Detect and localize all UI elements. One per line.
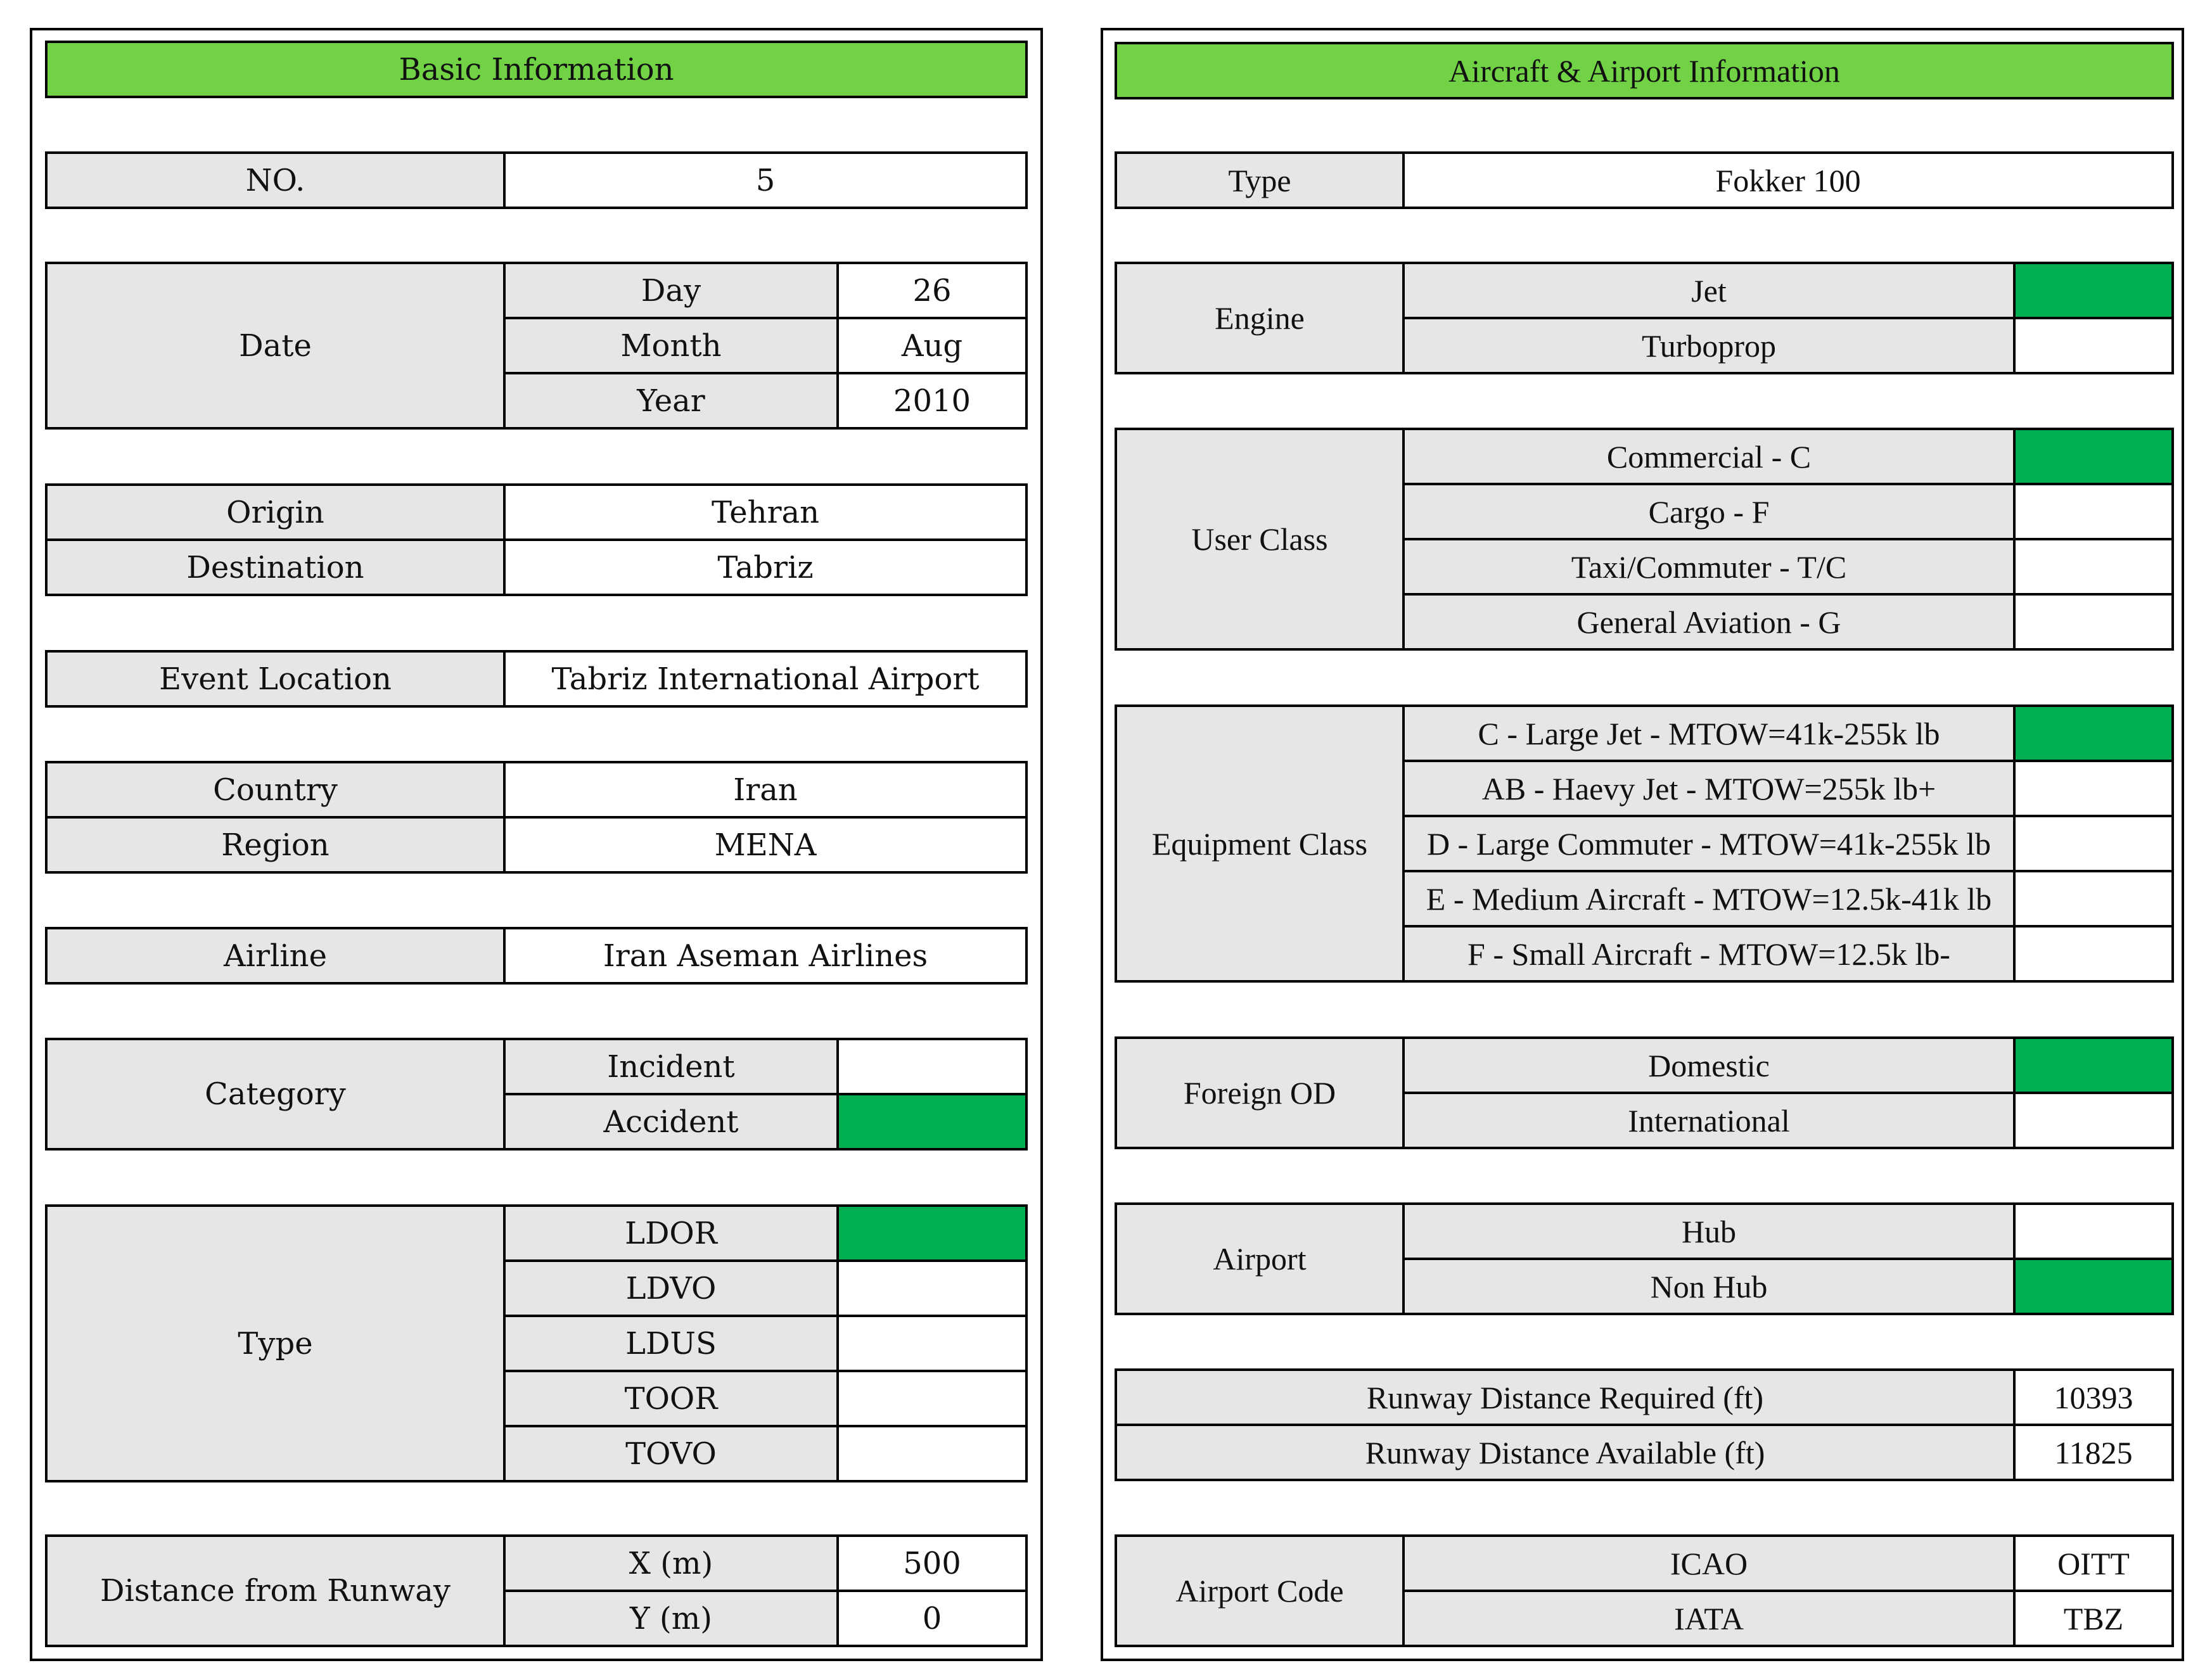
event-location-value: Tabriz International Airport [504,651,1026,706]
type-option-label: LDUS [504,1316,838,1371]
country-value: Iran [504,762,1026,817]
airport-code-label: Airport Code [1116,1536,1403,1646]
user-class-option-label: Taxi/Commuter - T/C [1403,539,2014,594]
distance-table [45,1534,1028,1647]
day-label: Day [504,263,838,318]
airline-table [45,927,1028,985]
runway-distance-table [1115,1368,2174,1481]
icao-label: ICAO [1403,1536,2014,1591]
type-label: Type [46,1206,504,1481]
airline-label: Airline [46,928,504,983]
year-label: Year [504,373,838,428]
y-value: 0 [838,1591,1026,1646]
icao-value: OITT [2014,1536,2173,1591]
category-table [45,1038,1028,1151]
equipment-class-option-label: F - Small Aircraft - MTOW=12.5k lb- [1403,926,2014,981]
user-class-label: User Class [1116,429,1403,649]
x-value: 500 [838,1536,1026,1591]
foreign-od-table [1115,1036,2174,1149]
equipment-class-option-label: C - Large Jet - MTOW=41k-255k lb [1403,706,2014,761]
basic-info-header [45,41,1028,98]
event-location-table [45,650,1028,708]
basic-info-title: Basic Information [46,42,1026,97]
airline-value: Iran Aseman Airlines [504,928,1026,983]
category-label: Category [46,1039,504,1149]
type-option-label: TOOR [504,1371,838,1426]
aircraft-type-value: Fokker 100 [1403,153,2173,208]
user-class-option-label: General Aviation - G [1403,594,2014,649]
user-class-option-label: Commercial - C [1403,429,2014,484]
type-option-box [838,1316,1026,1371]
event-location-label: Event Location [46,651,504,706]
type-option-label: LDOR [504,1206,838,1261]
engine-table [1115,262,2174,374]
airport-table [1115,1202,2174,1315]
origin-label: Origin [46,485,504,540]
aircraft-type-table [1115,151,2174,209]
airport-option-label: Non Hub [1403,1259,2014,1314]
airport-code-table [1115,1534,2174,1647]
foreign-od-option-label: International [1403,1093,2014,1148]
equipment-class-label: Equipment Class [1116,706,1403,981]
month-value: Aug [838,318,1026,373]
type-option-box-selected [838,1206,1026,1261]
aircraft-info-header [1115,42,2174,99]
date-label: Date [46,263,504,428]
equipment-class-option-box [2014,761,2173,816]
type-option-label: TOVO [504,1426,838,1481]
user-class-option-box [2014,539,2173,594]
airport-option-label: Hub [1403,1204,2014,1259]
airport-option-box-selected [2014,1259,2173,1314]
country-table [45,761,1028,874]
airport-label: Airport [1116,1204,1403,1314]
x-label: X (m) [504,1536,838,1591]
date-table [45,262,1028,430]
no-label: NO. [46,153,504,208]
type-option-label: LDVO [504,1261,838,1316]
aircraft-airport-panel [1101,28,2184,1661]
user-class-option-box [2014,594,2173,649]
route-table [45,483,1028,596]
user-class-option-box [2014,484,2173,539]
engine-option-box [2014,318,2173,373]
foreign-od-option-box-selected [2014,1038,2173,1093]
type-table [45,1204,1028,1482]
engine-option-box-selected [2014,263,2173,318]
user-class-table [1115,428,2174,651]
country-label: Country [46,762,504,817]
year-value: 2010 [838,373,1026,428]
category-option-box-selected [838,1094,1026,1149]
engine-option-label: Jet [1403,263,2014,318]
basic-information-panel [30,28,1043,1661]
region-label: Region [46,817,504,872]
user-class-option-box-selected [2014,429,2173,484]
region-value: MENA [504,817,1026,872]
aircraft-type-label: Type [1116,153,1403,208]
category-option-label: Incident [504,1039,838,1094]
equipment-class-option-box-selected [2014,706,2173,761]
equipment-class-option-box [2014,871,2173,926]
runway-required-label: Runway Distance Required (ft) [1116,1370,2014,1425]
number-table [45,151,1028,209]
type-option-box [838,1371,1026,1426]
runway-available-label: Runway Distance Available (ft) [1116,1425,2014,1480]
category-option-label: Accident [504,1094,838,1149]
equipment-class-option-label: E - Medium Aircraft - MTOW=12.5k-41k lb [1403,871,2014,926]
equipment-class-table [1115,704,2174,983]
foreign-od-label: Foreign OD [1116,1038,1403,1148]
no-value: 5 [504,153,1026,208]
equipment-class-option-box [2014,926,2173,981]
y-label: Y (m) [504,1591,838,1646]
foreign-od-option-box [2014,1093,2173,1148]
destination-value: Tabriz [504,540,1026,595]
destination-label: Destination [46,540,504,595]
foreign-od-option-label: Domestic [1403,1038,2014,1093]
airport-option-box [2014,1204,2173,1259]
user-class-option-label: Cargo - F [1403,484,2014,539]
iata-value: TBZ [2014,1591,2173,1646]
equipment-class-option-label: AB - Haevy Jet - MTOW=255k lb+ [1403,761,2014,816]
aircraft-info-title: Aircraft & Airport Information [1116,43,2173,98]
month-label: Month [504,318,838,373]
iata-label: IATA [1403,1591,2014,1646]
distance-label: Distance from Runway [46,1536,504,1646]
equipment-class-option-box [2014,816,2173,871]
origin-value: Tehran [504,485,1026,540]
engine-option-label: Turboprop [1403,318,2014,373]
engine-label: Engine [1116,263,1403,373]
equipment-class-option-label: D - Large Commuter - MTOW=41k-255k lb [1403,816,2014,871]
type-option-box [838,1261,1026,1316]
runway-available-value: 11825 [2014,1425,2173,1480]
day-value: 26 [838,263,1026,318]
category-option-box [838,1039,1026,1094]
runway-required-value: 10393 [2014,1370,2173,1425]
type-option-box [838,1426,1026,1481]
